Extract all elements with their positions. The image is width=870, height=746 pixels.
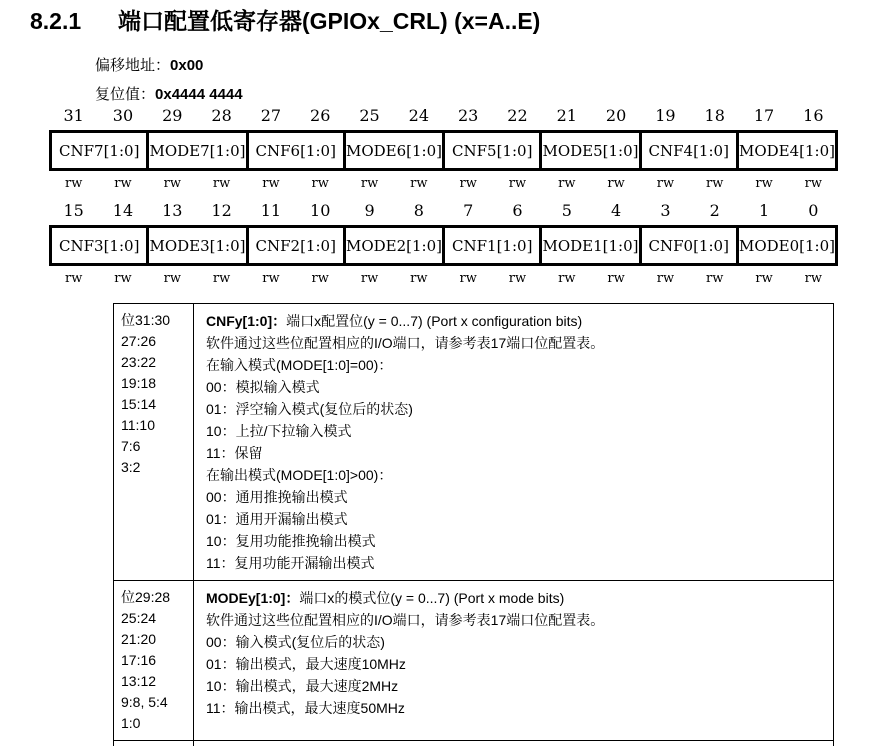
access-type-rw: rw	[558, 271, 576, 286]
access-type-rw: rw	[410, 271, 428, 286]
access-type-rw: rw	[64, 271, 83, 286]
field-description-cell	[194, 304, 833, 580]
access-type-rw: rw	[360, 271, 379, 286]
bit-number: 12	[211, 201, 232, 220]
bit-number: 6	[512, 201, 523, 220]
bit-number: 16	[803, 106, 824, 125]
bit-number: 3	[660, 201, 671, 220]
access-type-rw: rw	[311, 271, 329, 286]
field-title-line	[206, 587, 827, 609]
reset-value-value: 0x4444 4444	[155, 86, 243, 103]
description-line: 01：输出模式，最大速度10MHz	[206, 656, 406, 672]
bit-number: 2	[709, 201, 720, 220]
bit-range-line: 19:18	[121, 375, 157, 391]
description-line: 10：复用功能推挽输出模式	[206, 533, 376, 549]
field-title: 端口x的模式位(y = 0...7) (Port x mode bits)	[299, 590, 565, 606]
bit-range-line: 17:16	[121, 652, 157, 668]
bit-range-line: 21:20	[121, 631, 157, 647]
bit-description-table	[113, 303, 834, 741]
register-field-cell: MODE4[1:0]	[736, 133, 835, 168]
bit-number: 23	[457, 106, 479, 125]
register-field-cell: CNF5[1:0]	[442, 133, 539, 168]
reset-value-label: 复位值：	[95, 85, 156, 103]
register-field-cell: CNF7[1:0]	[59, 141, 140, 160]
access-type-rw: rw	[360, 176, 379, 191]
register-field-row	[49, 225, 838, 266]
register-field-cell: MODE3[1:0]	[146, 228, 245, 263]
register-field-cell: MODE1[1:0]	[539, 228, 638, 263]
bit-number: 4	[611, 201, 622, 220]
register-field-cell: MODE6[1:0]	[343, 133, 442, 168]
bit-number-row	[49, 201, 838, 221]
bit-number: 30	[112, 106, 134, 125]
table-continuation-stub	[113, 741, 834, 746]
access-type-rw: rw	[656, 271, 675, 286]
access-type-rw: rw	[311, 176, 329, 191]
bit-range-line: 位29:28	[121, 589, 171, 605]
access-type-rw: rw	[163, 176, 181, 191]
access-type-row	[49, 176, 838, 192]
description-line: 在输出模式(MODE[1:0]>00)：	[206, 467, 393, 483]
bit-number: 26	[310, 106, 331, 125]
bit-number: 14	[112, 201, 134, 220]
register-field-cell: MODE0[1:0]	[736, 228, 835, 263]
register-field-cell: MODE7[1:0]	[146, 133, 245, 168]
register-field-cell: MODE2[1:0]	[343, 228, 442, 263]
access-type-rw: rw	[212, 271, 231, 286]
access-type-rw: rw	[804, 271, 823, 286]
bit-range-line: 1:0	[121, 715, 141, 731]
bit-ranges-cell	[114, 581, 194, 740]
field-title-line	[206, 310, 827, 332]
bit-number: 27	[260, 106, 282, 125]
bit-number: 28	[211, 106, 232, 125]
description-line: 软件通过这些位配置相应的I/O端口，请参考表17端口位配置表。	[206, 612, 605, 628]
description-line: 11：保留	[206, 445, 263, 461]
bit-number: 29	[162, 106, 183, 125]
bit-number: 21	[556, 106, 577, 125]
access-type-rw: rw	[706, 176, 724, 191]
section-number: 8.2.1	[30, 8, 82, 34]
register-bit-diagram	[49, 106, 838, 296]
access-type-row	[49, 271, 838, 287]
bit-number: 1	[758, 201, 770, 220]
register-field-cell: CNF6[1:0]	[246, 133, 343, 168]
description-line: 10：输出模式，最大速度2MHz	[206, 678, 399, 694]
register-field-cell: CNF4[1:0]	[639, 133, 736, 168]
page-title: 端口配置低寄存器(GPIOx_CRL) (x=A..E)	[118, 8, 541, 34]
access-type-rw: rw	[114, 176, 132, 191]
access-type-rw: rw	[508, 271, 527, 286]
bit-number: 5	[561, 201, 572, 220]
bit-number: 13	[162, 201, 183, 220]
access-type-rw: rw	[64, 176, 83, 191]
description-line: 软件通过这些位配置相应的I/O端口，请参考表17端口位配置表。	[206, 335, 605, 351]
offset-address-value: 0x00	[170, 57, 204, 74]
bit-number: 19	[655, 106, 676, 125]
field-description-cell	[194, 581, 833, 740]
bit-number: 22	[507, 106, 528, 125]
register-field-cell: CNF0[1:0]	[639, 228, 736, 263]
description-line: 11：复用功能开漏输出模式	[206, 555, 375, 571]
section-heading	[30, 7, 540, 35]
bit-range-line: 9:8, 5:4	[121, 694, 168, 710]
bit-number: 15	[63, 201, 84, 220]
description-line: 00：通用推挽输出模式	[206, 489, 348, 505]
table-continuation-bits-cell	[114, 741, 194, 746]
register-field-row	[49, 130, 838, 171]
access-type-rw: rw	[607, 176, 625, 191]
bit-number: 10	[310, 201, 331, 220]
access-type-rw: rw	[114, 271, 132, 286]
register-field-cell: MODE5[1:0]	[539, 133, 638, 168]
description-line: 在输入模式(MODE[1:0]=00)：	[206, 357, 393, 373]
description-line: 00：输入模式(复位后的状态)	[206, 634, 385, 650]
description-line: 01：浮空输入模式(复位后的状态)	[206, 401, 413, 417]
bit-range-line: 位31:30	[121, 312, 171, 328]
bit-range-line: 27:26	[121, 333, 157, 349]
offset-address-line	[95, 55, 203, 76]
register-field-cell: CNF3[1:0]	[59, 236, 140, 255]
access-type-rw: rw	[804, 176, 823, 191]
field-name: CNFy[1:0]：	[206, 313, 287, 329]
bit-range-line: 7:6	[121, 438, 141, 454]
access-type-rw: rw	[262, 271, 280, 286]
description-line: 01：通用开漏输出模式	[206, 511, 348, 527]
access-type-rw: rw	[607, 271, 625, 286]
bit-ranges-cell	[114, 304, 194, 580]
description-row	[114, 580, 833, 740]
access-type-rw: rw	[558, 176, 576, 191]
bit-number-row	[49, 106, 838, 126]
bit-number: 17	[753, 106, 775, 125]
description-line: 00：模拟输入模式	[206, 379, 320, 395]
bit-number: 7	[463, 201, 474, 220]
register-field-cell: CNF2[1:0]	[246, 228, 343, 263]
access-type-rw: rw	[212, 176, 231, 191]
register-field-cell: CNF1[1:0]	[442, 228, 539, 263]
access-type-rw: rw	[656, 176, 675, 191]
bit-number: 24	[408, 106, 430, 125]
bit-range-line: 25:24	[121, 610, 157, 626]
bit-number: 11	[260, 201, 282, 220]
bit-number: 18	[704, 106, 725, 125]
bit-number: 9	[364, 201, 375, 220]
bit-number: 20	[605, 106, 627, 125]
bit-range-line: 23:22	[121, 354, 157, 370]
bit-number: 0	[808, 201, 819, 220]
bit-number: 8	[413, 201, 424, 220]
access-type-rw: rw	[459, 176, 477, 191]
field-title: 端口x配置位(y = 0...7) (Port x configuration bits)	[286, 313, 583, 329]
bit-number: 25	[359, 106, 380, 125]
bit-range-line: 13:12	[121, 673, 157, 689]
field-name: MODEy[1:0]：	[206, 590, 300, 606]
description-line: 10：上拉/下拉输入模式	[206, 423, 352, 439]
access-type-rw: rw	[262, 176, 280, 191]
description-row	[114, 304, 833, 580]
bit-range-line: 11:10	[121, 417, 155, 433]
access-type-rw: rw	[755, 271, 773, 286]
access-type-rw: rw	[410, 176, 428, 191]
description-line: 11：输出模式，最大速度50MHz	[206, 700, 405, 716]
offset-address-label: 偏移地址：	[95, 56, 171, 74]
access-type-rw: rw	[459, 271, 477, 286]
reset-value-line	[95, 84, 243, 105]
bit-range-line: 15:14	[121, 396, 157, 412]
access-type-rw: rw	[706, 271, 724, 286]
bit-range-line: 3:2	[121, 459, 141, 475]
bit-number: 31	[63, 106, 84, 125]
access-type-rw: rw	[163, 271, 181, 286]
access-type-rw: rw	[755, 176, 773, 191]
access-type-rw: rw	[508, 176, 527, 191]
